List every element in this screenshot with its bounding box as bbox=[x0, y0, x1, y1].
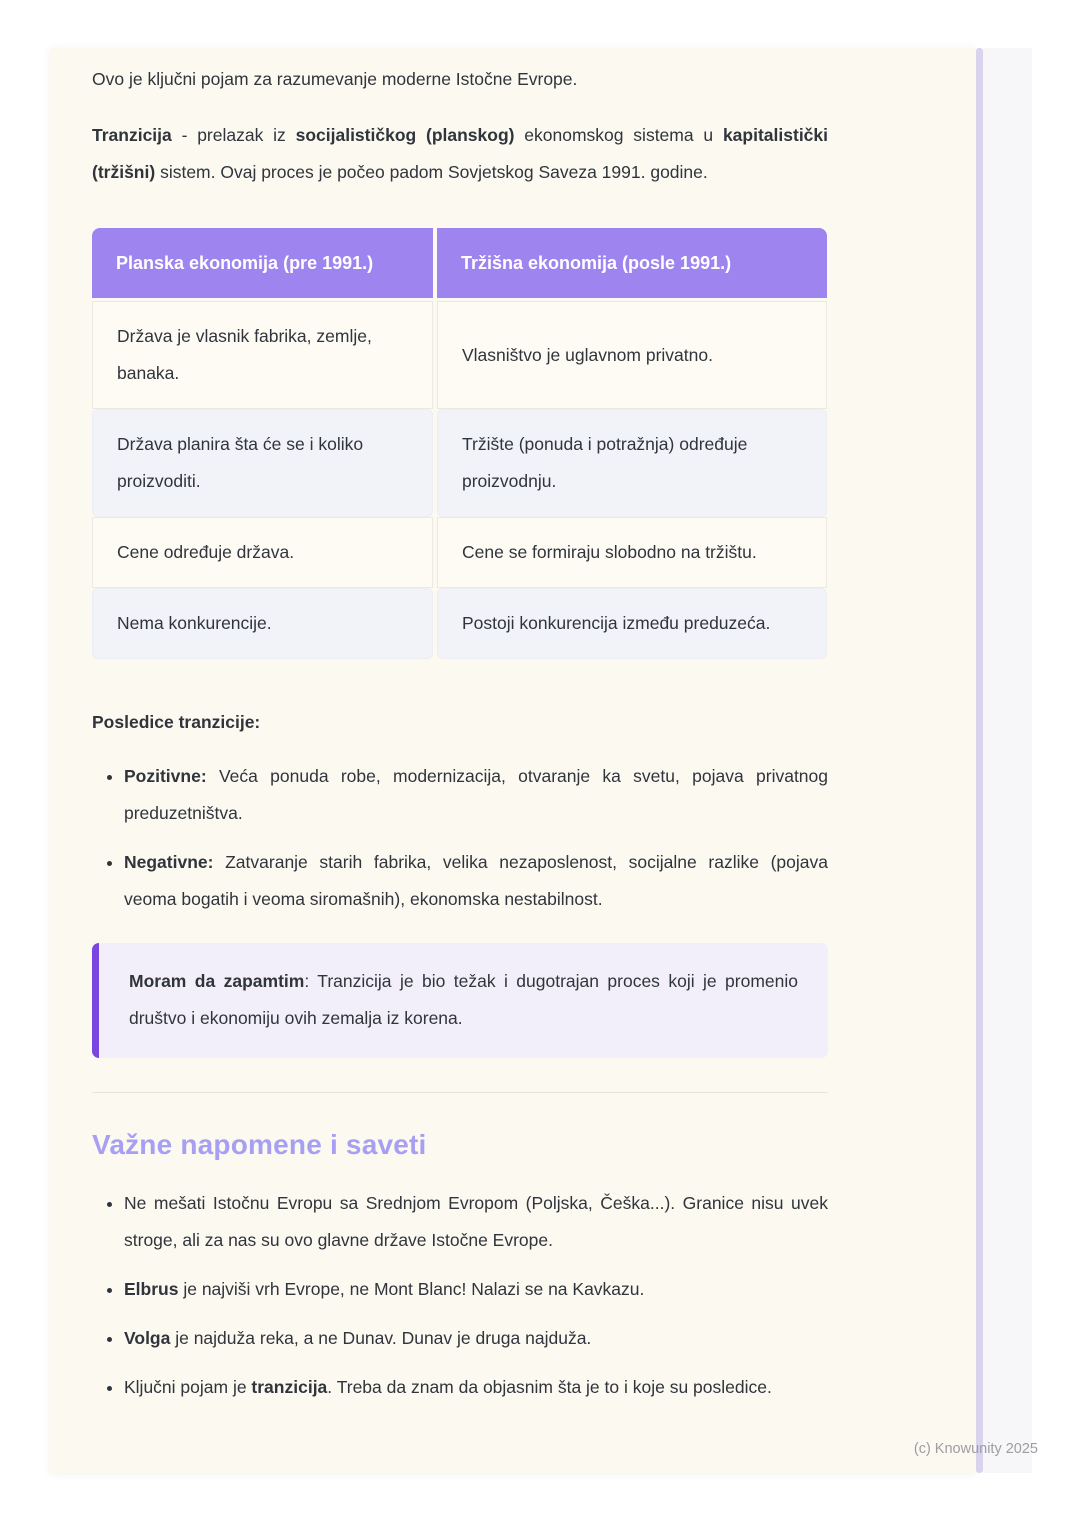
list-item-borders: • Ne mešati Istočnu Evropu sa Srednjom Evropom (Poljska, Češka...). Granice nisu uvek stroge, ali za nas su ovo glavne države Istočne Evrope. bbox=[124, 1185, 828, 1259]
tips-list bbox=[92, 1185, 828, 1406]
table-header-planned-economy: Planska ekonomija (pre 1991.) bbox=[92, 228, 433, 298]
comparison-table bbox=[92, 228, 827, 659]
list-item-positive: • Pozitivne: Veća ponuda robe, modernizacija, otvaranje ka svetu, pojava privatnog preduzetništva. bbox=[124, 758, 828, 832]
table-cell-competition-planned: Nema konkurencije. bbox=[92, 588, 433, 659]
copyright-footer: (c) Knowunity 2025 bbox=[913, 1441, 1038, 1457]
tips-section-heading: Važne napomene i saveti bbox=[92, 1129, 427, 1160]
consequences-list bbox=[92, 758, 828, 918]
list-item-negative: • Negativne: Zatvaranje starih fabrika, velika nezaposlenost, socijalne razlike (pojava veoma bogatih i veoma siromašnih), ekonomska nestabilnost. bbox=[124, 844, 828, 918]
list-item-elbrus: • Elbrus je najviši vrh Evrope, ne Mont Blanc! Nalazi se na Kavkazu. bbox=[124, 1271, 828, 1308]
definition-paragraph: Tranzicija - prelazak iz socijalističkog (planskog) ekonomskog sistema u kapitalistički (tržišni) sistem. Ovaj proces je počeo padom Sovjetskog Saveza 1991. godine. bbox=[92, 125, 829, 182]
list-item-volga: • Volga je najduža reka, a ne Dunav. Dunav je druga najduža. bbox=[124, 1320, 828, 1357]
remember-callout bbox=[92, 943, 828, 1058]
consequences-heading: Posledice tranzicije: bbox=[92, 712, 261, 732]
table-cell-competition-market: Postoji konkurencija između preduzeća. bbox=[437, 588, 827, 659]
section-divider bbox=[92, 1092, 828, 1093]
list-item-key-term: • Ključni pojam je tranzicija. Treba da znam da objasnim šta je to i koje su posledice. bbox=[124, 1369, 828, 1406]
scrollbar-thumb[interactable] bbox=[976, 48, 983, 1473]
table-cell-ownership-market: Vlasništvo je uglavnom privatno. bbox=[437, 301, 827, 409]
table-cell-prices-market: Cene se formiraju slobodno na tržištu. bbox=[437, 517, 827, 588]
remember-callout-text: Moram da zapamtim: Tranzicija je bio težak i dugotrajan proces koji je promenio društvo i ekonomiju ovih zemalja iz korena. bbox=[129, 971, 799, 1028]
next-page-edge bbox=[983, 48, 1032, 1473]
table-cell-planning-planned: Država planira šta će se i koliko proizvoditi. bbox=[92, 409, 433, 517]
table-cell-ownership-planned: Država je vlasnik fabrika, zemlje, banaka. bbox=[92, 301, 433, 409]
document-page bbox=[50, 48, 975, 1473]
table-cell-planning-market: Tržište (ponuda i potražnja) određuje proizvodnju. bbox=[437, 409, 827, 517]
document-content bbox=[92, 61, 828, 1406]
intro-paragraph: Ovo je ključni pojam za razumevanje moderne Istočne Evrope. bbox=[92, 69, 578, 89]
table-header-market-economy: Tržišna ekonomija (posle 1991.) bbox=[437, 228, 827, 298]
table-cell-prices-planned: Cene određuje država. bbox=[92, 517, 433, 588]
